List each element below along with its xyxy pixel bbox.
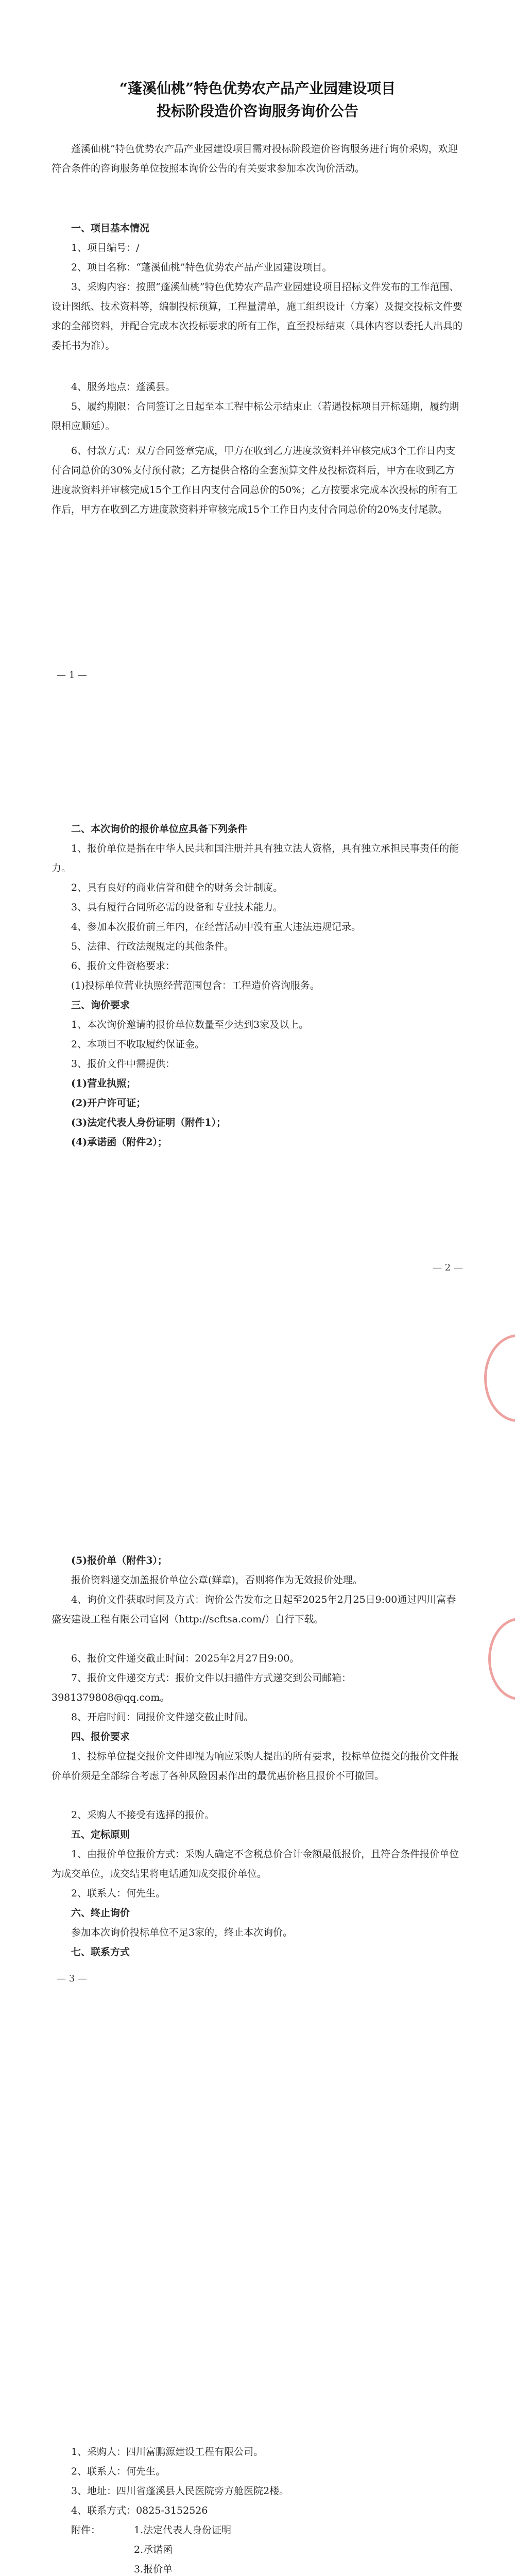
condition-4: 4、参加本次报价前三年内，在经营活动中没有重大违法违规记录。 [71,921,362,933]
document-title: “蓬溪仙桃”特色优势农产品产业园建设项目 投标阶段造价咨询服务询价公告 [119,80,396,120]
doc-item-3: (3)法定代表人身份证明（附件1）； [71,1117,226,1128]
section-4-heading: 四、报价要求 [71,1731,130,1742]
section-6-heading: 六、终止询价 [71,1907,130,1919]
doc-item-2: (2)开户许可证； [71,1097,146,1109]
page-number-2: — 2 — [433,1262,463,1273]
attachment-2: 2.承诺函 [134,2544,173,2555]
section-2-heading: 二、本次询价的报价单位应具备下列条件 [71,823,248,835]
section-5-heading: 五、定标原则 [71,1829,130,1840]
doc-item-1: (1)营业执照； [71,1078,136,1089]
purchase-content: 3、采购内容：按照“蓬溪仙桃”特色优势农产品产业园建设项目招标文件发布的工作范围、设计图纸、技术资料等，编制投标预算，工程量清单，施工组织设计（方案）及提交投标文件要求的全部资料，并配合完成本次投标要求的所有工作，直至投标结束（具体内容以委托人出具的委托书为准）。 [52,281,463,351]
condition-6: 6、报价文件资格要求： [71,960,176,972]
contact-purchaser: 1、采购人：四川富鹏源建设工程有限公司。 [71,2446,264,2458]
submission-deadline: 6、报价文件递交截止时间：2025年2月27日9:00。 [71,1653,300,1664]
page-1 [0,0,515,747]
section-3-heading: 三、询价要求 [71,999,130,1011]
condition-3: 3、具有履行合同所必需的设备和专业技术能力。 [71,902,283,913]
page-number-3: — 3 — [57,1973,87,1984]
service-place: 4、服务地点：蓬溪县。 [71,381,176,393]
condition-2: 2、具有良好的商业信誉和健全的财务会计制度。 [71,882,283,893]
condition-7: (1)投标单位营业执照经营范围包含：工程造价咨询服务。 [71,980,320,991]
attachments-label: 附件： [71,2524,101,2536]
page-4 [0,2215,515,2576]
project-name: 2、项目名称：“蓬溪仙桃”特色优势农产品产业园建设项目。 [71,262,332,273]
page-number-1: — 1 — [57,670,87,681]
section-7-heading: 七、联系方式 [71,1946,130,1958]
award-principle-1: 1、由报价单位报价方式：采购人确定不含税总价合计金额最低报价，且符合条件报价单位为成交单位，成交结果将电话通知成交报价单位。 [52,1849,459,1879]
requirement-2: 2、本项目不收取履约保证金。 [71,1039,205,1050]
quote-requirement-2: 2、采购人不接受有选择的报价。 [71,1809,215,1821]
condition-1: 1、报价单位是指在中华人民共和国注册并具有独立法人资格，具有独立承担民事责任的能力。 [52,843,459,874]
performance-period: 5、履约期限：合同签订之日起至本工程中标公示结束止（若遇投标项目开标延期，履约期限相应顺延）。 [52,401,459,432]
opening-time: 8、开启时间：同报价文件递交截止时间。 [71,1711,254,1723]
project-number: 1、项目编号：/ [71,242,140,253]
award-principle-2: 2、联系人：何先生。 [71,1888,166,1899]
requirement-1: 1、本次询价邀请的报价单位数量至少达到3家及以上。 [71,1019,309,1030]
intro-paragraph: 蓬溪仙桃”特色优势农产品产业园建设项目需对投标阶段造价咨询服务进行询价采购，欢迎符合条件的咨询服务单位按照本询价公告的有关要求参加本次询价活动。 [52,143,458,174]
termination-text: 参加本次询价投标单位不足3家的，终止本次询价。 [71,1927,293,1938]
condition-5: 5、法律、行政法规规定的其他条件。 [71,941,234,952]
page-3 [0,1494,515,2215]
seal-requirement: 报价资料递交加盖报价单位公章(鲜章)，否则将作为无效报价处理。 [71,1574,363,1586]
contact-person: 2、联系人：何先生。 [71,2466,166,2477]
contact-address: 3、地址：四川省蓬溪县人民医院旁方舱医院2楼。 [71,2485,289,2497]
doc-item-4: (4)承诺函（附件2）； [71,1137,167,1148]
payment-method: 6、付款方式：双方合同签章完成，甲方在收到乙方进度款资料并审核完成3个工作日内支付合同总价的30%支付预付款；乙方提供合格的全套预算文件及投标资料后，甲方在收到乙方进度款资料并审核完成15个工作日内支付合同总价的50%；乙方按要求完成本次投标的所有工作后，甲方在收到乙方进度款资料并审核完成15个工作日内支付合同总价的20%支付尾款。 [52,445,458,515]
section-1-heading: 一、项目基本情况 [71,223,150,234]
doc-item-5: (5)报价单（附件3）； [71,1555,167,1566]
acquisition-time: 4、询价文件获取时间及方式：询价公告发布之日起至2025年2月25日9:00通过四川富春盛安建设工程有限公司官网（http://scftsa.com/）自行下载。 [52,1594,456,1625]
quote-requirement-1: 1、投标单位提交报价文件即视为响应采购人提出的所有要求，投标单位提交的报价文件报价单价须是全部综合考虑了各种风险因素作出的最优惠价格且报价不可撤回。 [52,1751,459,1782]
contact-phone: 4、联系方式：0825-3152526 [71,2505,208,2516]
submission-method: 7、报价文件递交方式：报价文件以扫描件方式递交到公司邮箱：3981379808@qq.com。 [52,1672,352,1703]
attachment-3: 3.报价单 [134,2564,173,2575]
attachment-1: 1.法定代表人身份证明 [134,2524,232,2536]
requirement-3: 3、报价文件中需提供： [71,1058,176,1070]
page-2 [0,747,515,1494]
